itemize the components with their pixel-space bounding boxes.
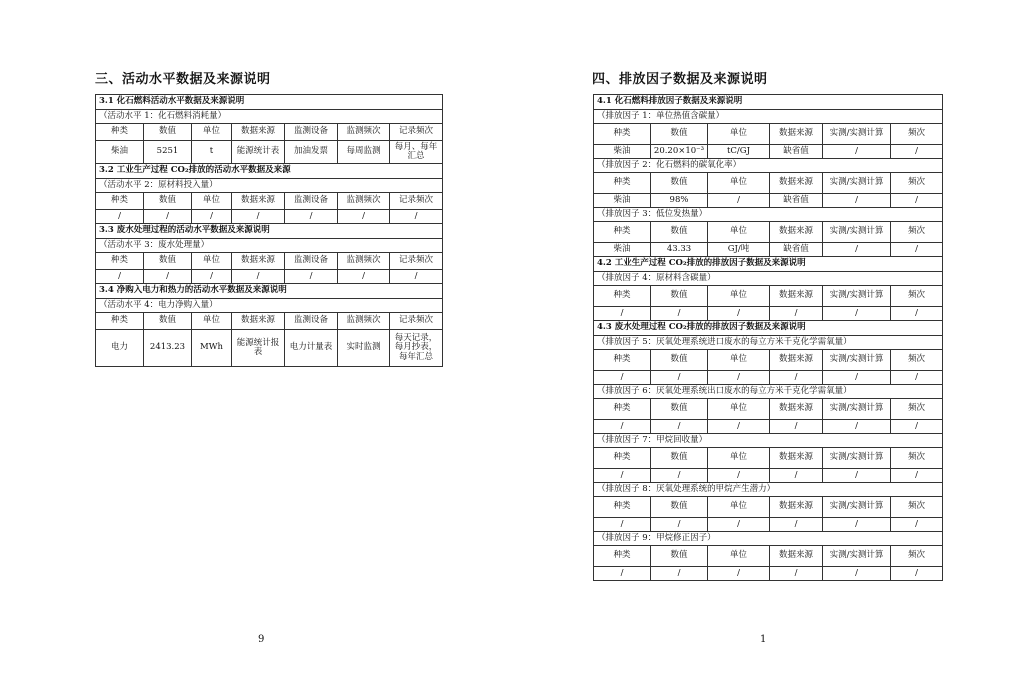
column-header: 数据来源 — [232, 193, 285, 210]
column-header: 数据来源 — [770, 448, 823, 469]
section-heading: 4.3 废水处理过程 CO₂排放的排放因子数据及来源说明 — [594, 321, 943, 336]
table-cell: 43.33 — [651, 243, 708, 257]
column-header: 单位 — [708, 350, 770, 371]
column-header: 监测设备 — [285, 313, 338, 330]
table-cell: 缺省值 — [770, 243, 823, 257]
column-header: 数据来源 — [770, 286, 823, 307]
column-header: 监测频次 — [338, 193, 390, 210]
factor-subheading: （排放因子 4：原材料含碳量） — [594, 272, 943, 286]
column-header: 数值 — [651, 124, 708, 145]
column-header: 种类 — [594, 173, 651, 194]
table-cell: / — [390, 270, 443, 284]
table-cell: / — [823, 567, 891, 581]
table-cell: MWh — [192, 330, 232, 367]
table-cell: / — [891, 518, 943, 532]
column-header: 单位 — [192, 124, 232, 141]
table-cell: / — [823, 518, 891, 532]
column-header: 实测/实测计算 — [823, 448, 891, 469]
column-header: 单位 — [192, 313, 232, 330]
column-header: 种类 — [594, 124, 651, 145]
column-header: 频次 — [891, 350, 943, 371]
table-cell: 柴油 — [96, 141, 144, 164]
column-header: 实测/实测计算 — [823, 399, 891, 420]
table-cell: 电力计量表 — [285, 330, 338, 367]
table-cell: / — [96, 270, 144, 284]
table-cell: / — [823, 243, 891, 257]
table-cell: / — [823, 420, 891, 434]
factor-subheading: （排放因子 2：化石燃料的碳氧化率） — [594, 159, 943, 173]
table-cell: / — [594, 567, 651, 581]
column-header: 种类 — [96, 193, 144, 210]
column-header: 监测频次 — [338, 313, 390, 330]
column-header: 监测频次 — [338, 253, 390, 270]
section-subheading: （活动水平 3：废水处理量） — [96, 239, 443, 253]
table-cell: 加油发票 — [285, 141, 338, 164]
table-cell: 5251 — [144, 141, 192, 164]
table-cell: / — [770, 469, 823, 483]
column-header: 种类 — [594, 546, 651, 567]
table-cell: / — [285, 270, 338, 284]
column-header: 记录频次 — [390, 253, 443, 270]
column-header: 数据来源 — [770, 546, 823, 567]
column-header: 记录频次 — [390, 313, 443, 330]
factor-subheading: （排放因子 6：厌氧处理系统出口废水的每立方米千克化学需氧量） — [594, 385, 943, 399]
column-header: 实测/实测计算 — [823, 497, 891, 518]
factor-subheading: （排放因子 8：厌氧处理系统的甲烷产生潜力） — [594, 483, 943, 497]
table-cell: / — [770, 420, 823, 434]
table-cell: 每月、每年汇总 — [390, 141, 443, 164]
section-heading: 4.1 化石燃料排放因子数据及来源说明 — [594, 95, 943, 110]
table-cell: / — [651, 371, 708, 385]
column-header: 监测设备 — [285, 193, 338, 210]
column-header: 种类 — [96, 313, 144, 330]
right-page-title: 四、排放因子数据及来源说明 — [592, 72, 768, 87]
column-header: 数值 — [144, 253, 192, 270]
table-cell: / — [708, 518, 770, 532]
table-cell: / — [192, 270, 232, 284]
table-cell: / — [594, 518, 651, 532]
table-cell: 柴油 — [594, 194, 651, 208]
column-header: 频次 — [891, 546, 943, 567]
table-cell: / — [651, 469, 708, 483]
factor-subheading: （排放因子 5：厌氧处理系统进口废水的每立方米千克化学需氧量） — [594, 336, 943, 350]
column-header: 数据来源 — [770, 399, 823, 420]
table-cell: / — [708, 469, 770, 483]
table-cell: / — [594, 371, 651, 385]
section-subheading: （活动水平 2：原材料投入量） — [96, 179, 443, 193]
section-heading: 4.2 工业生产过程 CO₂排放的排放因子数据及来源说明 — [594, 257, 943, 272]
column-header: 实测/实测计算 — [823, 173, 891, 194]
column-header: 数值 — [651, 546, 708, 567]
column-header: 种类 — [594, 448, 651, 469]
factor-subheading: （排放因子 7：甲烷回收量） — [594, 434, 943, 448]
section-subheading: （活动水平 4：电力净购入量） — [96, 299, 443, 313]
table-cell: 2413.23 — [144, 330, 192, 367]
table-cell: / — [651, 307, 708, 321]
table-cell: / — [891, 371, 943, 385]
table-cell: / — [823, 145, 891, 159]
table-cell: tC/GJ — [708, 145, 770, 159]
table-cell: / — [823, 307, 891, 321]
page-number: 9 — [258, 634, 265, 645]
table-cell: / — [390, 210, 443, 224]
activity-data-table — [95, 94, 443, 367]
column-header: 数值 — [651, 497, 708, 518]
table-cell: / — [338, 270, 390, 284]
column-header: 单位 — [192, 193, 232, 210]
table-cell: 20.20×10⁻³ — [651, 145, 708, 159]
table-cell: / — [891, 243, 943, 257]
right-page — [512, 0, 1024, 684]
column-header: 种类 — [594, 286, 651, 307]
column-header: 数值 — [144, 313, 192, 330]
section-heading: 3.4 净购入电力和热力的活动水平数据及来源说明 — [96, 284, 443, 299]
left-page-title: 三、活动水平数据及来源说明 — [95, 72, 271, 87]
column-header: 数据来源 — [232, 313, 285, 330]
column-header: 数据来源 — [770, 497, 823, 518]
column-header: 种类 — [594, 350, 651, 371]
column-header: 实测/实测计算 — [823, 222, 891, 243]
column-header: 数据来源 — [232, 124, 285, 141]
table-cell: / — [651, 567, 708, 581]
table-cell: GJ/吨 — [708, 243, 770, 257]
column-header: 单位 — [708, 546, 770, 567]
column-header: 种类 — [96, 124, 144, 141]
page-number: 1 — [760, 634, 767, 645]
table-cell: 实时监测 — [338, 330, 390, 367]
table-cell: / — [594, 307, 651, 321]
table-cell: / — [891, 567, 943, 581]
table-cell: / — [770, 518, 823, 532]
column-header: 单位 — [708, 286, 770, 307]
section-heading: 3.3 废水处理过程的活动水平数据及来源说明 — [96, 224, 443, 239]
table-cell: / — [708, 420, 770, 434]
column-header: 数据来源 — [770, 350, 823, 371]
factor-subheading: （排放因子 3：低位发热量） — [594, 208, 943, 222]
emission-factor-table — [593, 94, 943, 581]
column-header: 单位 — [708, 173, 770, 194]
table-cell: 能源统计报表 — [232, 330, 285, 367]
section-heading: 3.2 工业生产过程 CO₂排放的活动水平数据及来源 — [96, 164, 443, 179]
column-header: 实测/实测计算 — [823, 124, 891, 145]
table-cell: / — [192, 210, 232, 224]
table-cell: / — [594, 420, 651, 434]
section-subheading: （活动水平 1：化石燃料消耗量） — [96, 110, 443, 124]
column-header: 种类 — [594, 399, 651, 420]
column-header: 单位 — [708, 399, 770, 420]
table-cell: / — [338, 210, 390, 224]
table-cell: 柴油 — [594, 243, 651, 257]
table-cell: / — [651, 420, 708, 434]
table-cell: 每天记录，每月抄表，每年汇总 — [390, 330, 443, 367]
column-header: 数值 — [144, 193, 192, 210]
column-header: 数值 — [144, 124, 192, 141]
column-header: 频次 — [891, 222, 943, 243]
table-cell: / — [891, 469, 943, 483]
table-cell: / — [144, 210, 192, 224]
column-header: 数值 — [651, 173, 708, 194]
table-cell: 98% — [651, 194, 708, 208]
table-cell: / — [232, 210, 285, 224]
table-cell: / — [770, 567, 823, 581]
table-cell: / — [770, 371, 823, 385]
column-header: 数据来源 — [232, 253, 285, 270]
column-header: 实测/实测计算 — [823, 350, 891, 371]
table-cell: / — [651, 518, 708, 532]
column-header: 种类 — [594, 497, 651, 518]
table-cell: t — [192, 141, 232, 164]
column-header: 单位 — [708, 497, 770, 518]
factor-subheading: （排放因子 9：甲烷修正因子） — [594, 532, 943, 546]
column-header: 数值 — [651, 399, 708, 420]
table-cell: 柴油 — [594, 145, 651, 159]
table-cell: / — [232, 270, 285, 284]
table-cell: / — [823, 469, 891, 483]
column-header: 数值 — [651, 350, 708, 371]
table-cell: 每周监测 — [338, 141, 390, 164]
column-header: 频次 — [891, 448, 943, 469]
table-cell: 电力 — [96, 330, 144, 367]
column-header: 监测设备 — [285, 253, 338, 270]
column-header: 数据来源 — [770, 222, 823, 243]
column-header: 监测频次 — [338, 124, 390, 141]
table-cell: 缺省值 — [770, 194, 823, 208]
column-header: 实测/实测计算 — [823, 546, 891, 567]
column-header: 频次 — [891, 399, 943, 420]
column-header: 频次 — [891, 124, 943, 145]
column-header: 记录频次 — [390, 124, 443, 141]
table-cell: / — [823, 194, 891, 208]
table-cell: / — [891, 420, 943, 434]
column-header: 数值 — [651, 448, 708, 469]
column-header: 单位 — [708, 448, 770, 469]
table-cell: / — [708, 371, 770, 385]
table-cell: / — [144, 270, 192, 284]
column-header: 频次 — [891, 286, 943, 307]
table-cell: / — [708, 307, 770, 321]
table-cell: 能源统计表 — [232, 141, 285, 164]
table-cell: / — [708, 194, 770, 208]
column-header: 频次 — [891, 497, 943, 518]
table-cell: / — [285, 210, 338, 224]
column-header: 种类 — [96, 253, 144, 270]
column-header: 监测设备 — [285, 124, 338, 141]
table-cell: / — [891, 145, 943, 159]
column-header: 单位 — [708, 124, 770, 145]
table-cell: / — [891, 307, 943, 321]
table-cell: / — [823, 371, 891, 385]
factor-subheading: （排放因子 1：单位热值含碳量） — [594, 110, 943, 124]
section-heading: 3.1 化石燃料活动水平数据及来源说明 — [96, 95, 443, 110]
column-header: 记录频次 — [390, 193, 443, 210]
column-header: 实测/实测计算 — [823, 286, 891, 307]
table-cell: / — [594, 469, 651, 483]
column-header: 数据来源 — [770, 124, 823, 145]
table-cell: / — [708, 567, 770, 581]
column-header: 单位 — [192, 253, 232, 270]
table-cell: 缺省值 — [770, 145, 823, 159]
table-cell: / — [770, 307, 823, 321]
column-header: 数值 — [651, 286, 708, 307]
column-header: 数据来源 — [770, 173, 823, 194]
table-cell: / — [891, 194, 943, 208]
column-header: 种类 — [594, 222, 651, 243]
column-header: 频次 — [891, 173, 943, 194]
column-header: 数值 — [651, 222, 708, 243]
table-cell: / — [96, 210, 144, 224]
column-header: 单位 — [708, 222, 770, 243]
